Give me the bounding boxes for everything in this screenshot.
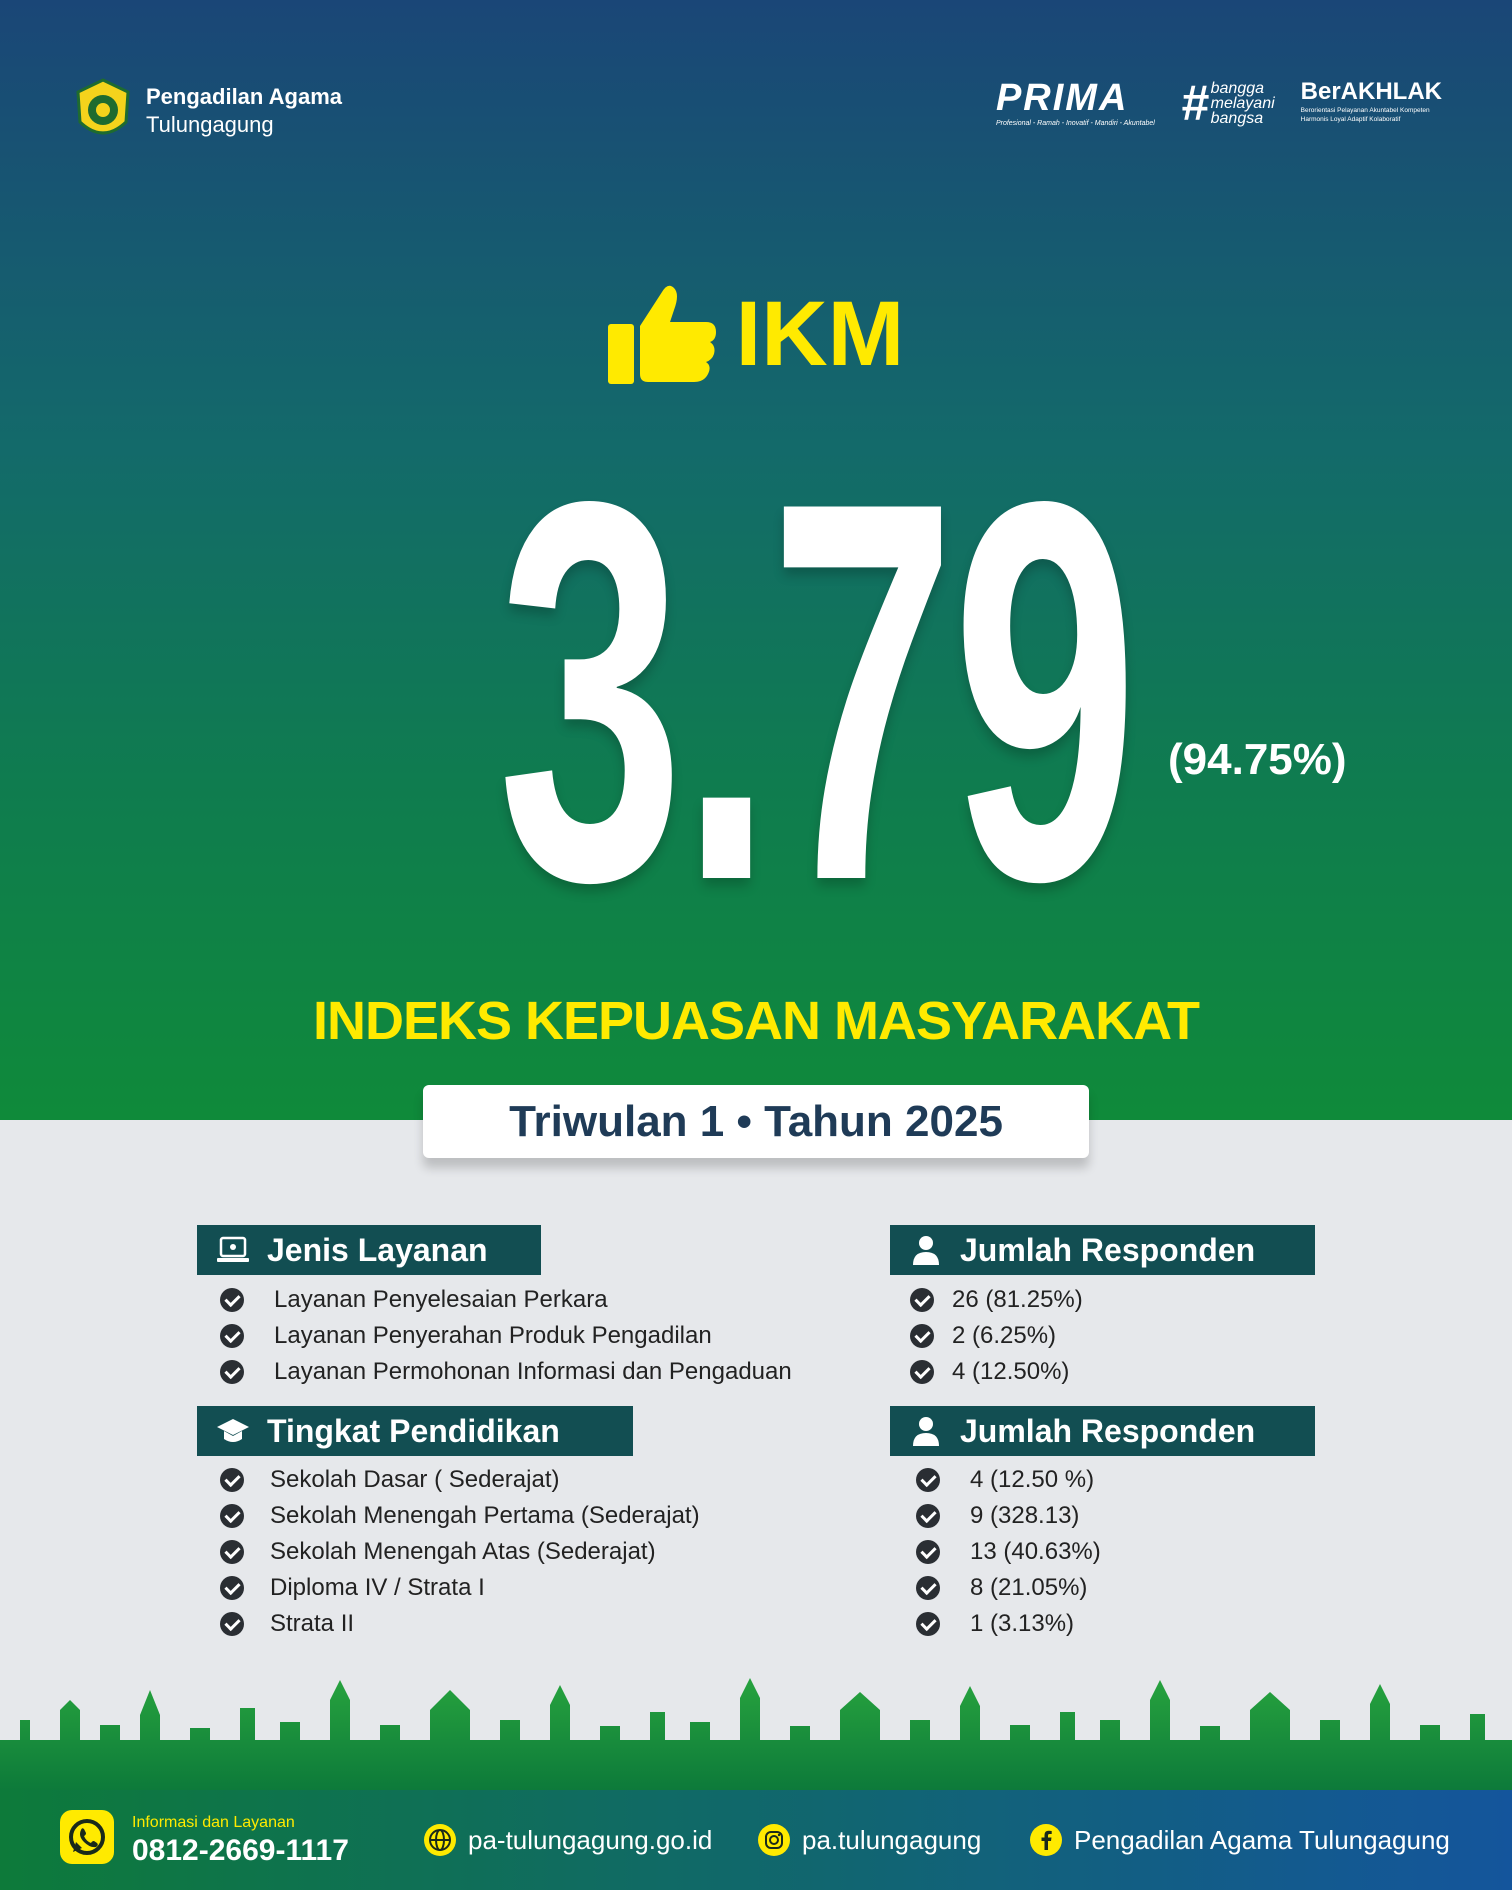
check-icon: [220, 1504, 244, 1528]
list-item: [916, 1462, 1101, 1498]
list-item: [220, 1606, 700, 1642]
check-icon: [916, 1540, 940, 1564]
check-icon: [910, 1324, 934, 1348]
prima-logo: [996, 78, 1155, 130]
education-respondents-title: Jumlah Responden: [960, 1412, 1256, 1449]
education-header: [197, 1406, 633, 1456]
graduation-cap-icon: [215, 1413, 251, 1449]
hashtag-icon: #: [1180, 75, 1209, 131]
education-item-label: Sekolah Menengah Pertama (Sederajat): [270, 1502, 700, 1529]
check-icon: [910, 1360, 934, 1384]
list-item: [910, 1282, 1083, 1318]
services-header: [197, 1225, 541, 1275]
education-respondents-header: [890, 1406, 1315, 1456]
facebook-link[interactable]: [1030, 1824, 1450, 1856]
check-icon: [220, 1324, 244, 1348]
respondent-count: 9 (328.13): [970, 1502, 1080, 1529]
website-link[interactable]: [424, 1824, 712, 1856]
education-item-label: Strata II: [270, 1610, 355, 1637]
period-badge: Triwulan 1 • Tahun 2025: [423, 1085, 1089, 1158]
instagram-link[interactable]: [758, 1824, 981, 1856]
berakhlak-logo: [1301, 78, 1442, 124]
list-item: [220, 1462, 700, 1498]
court-emblem-icon: [74, 78, 132, 144]
prima-wordmark: PRIMA: [995, 77, 1129, 119]
education-item-label: Sekolah Menengah Atas (Sederajat): [270, 1538, 656, 1565]
list-item: [220, 1354, 792, 1390]
info-label: Informasi dan Layanan: [132, 1814, 295, 1831]
list-item: [220, 1570, 700, 1606]
instagram-text: pa.tulungagung: [802, 1824, 982, 1855]
website-text: pa-tulungagung.go.id: [468, 1824, 713, 1855]
user-icon: [908, 1232, 944, 1268]
facebook-text: Pengadilan Agama Tulungagung: [1074, 1824, 1450, 1855]
services-title: Jenis Layanan: [267, 1231, 488, 1268]
check-icon: [916, 1576, 940, 1600]
instagram-icon: [758, 1824, 790, 1856]
berakhlak-line1: Berorientasi Pelayanan Akuntabel Kompeten: [1300, 107, 1430, 114]
partner-logos: [995, 75, 1442, 131]
service-item-label: Layanan Permohonan Informasi dan Pengaduan: [274, 1358, 792, 1385]
list-item: [910, 1318, 1083, 1354]
ikm-label: IKM: [735, 283, 905, 385]
check-icon: [916, 1504, 940, 1528]
bmb-line1: bangga: [1210, 79, 1265, 97]
list-item: [220, 1498, 700, 1534]
education-title: Tingkat Pendidikan: [267, 1412, 560, 1449]
education-item-label: Sekolah Dasar ( Sederajat): [270, 1466, 560, 1493]
list-item: [916, 1570, 1101, 1606]
services-list: [220, 1282, 792, 1390]
list-item: [916, 1498, 1101, 1534]
ikm-subtitle: INDEKS KEPUASAN MASYARAKAT: [312, 991, 1200, 1051]
ikm-score: 3.79: [497, 390, 1135, 993]
check-icon: [220, 1468, 244, 1492]
berakhlak-line2: Harmonis Loyal Adaptif Kolaboratif: [1300, 116, 1401, 123]
ikm-percent: (94.75%): [1168, 735, 1347, 784]
respondent-count: 26 (81.25%): [952, 1286, 1083, 1313]
education-respondents-list: [916, 1462, 1101, 1642]
prima-tagline: Profesional - Ramah - Inovatif - Mandiri - Akuntabel: [995, 120, 1155, 127]
city-skyline-decoration: [0, 1670, 1512, 1790]
list-item: [220, 1318, 792, 1354]
respondent-count: 2 (6.25%): [952, 1322, 1057, 1349]
service-respondents-header: [890, 1225, 1315, 1275]
education-item-label: Diploma IV / Strata I: [270, 1574, 485, 1601]
bangga-melayani-bangsa-logo: [1180, 75, 1275, 131]
user-icon: [908, 1413, 944, 1449]
footer: [0, 1790, 1512, 1890]
facebook-icon: [1030, 1824, 1062, 1856]
thumbs-up-icon: [608, 282, 718, 386]
service-item-label: Layanan Penyerahan Produk Pengadilan: [274, 1322, 712, 1349]
phone-number[interactable]: 0812-2669-1117: [132, 1834, 349, 1867]
check-icon: [220, 1612, 244, 1636]
respondent-count: 4 (12.50%): [952, 1358, 1070, 1385]
berakhlak-wordmark: BerAKHLAK: [1300, 78, 1442, 105]
check-icon: [220, 1540, 244, 1564]
check-icon: [220, 1360, 244, 1384]
respondent-count: 8 (21.05%): [970, 1574, 1088, 1601]
check-icon: [220, 1288, 244, 1312]
service-item-label: Layanan Penyelesaian Perkara: [274, 1286, 608, 1313]
respondent-count: 1 (3.13%): [970, 1610, 1075, 1637]
respondent-count: 4 (12.50 %): [970, 1466, 1095, 1493]
org-branding: [74, 78, 342, 144]
list-item: [910, 1354, 1083, 1390]
laptop-icon: [215, 1232, 251, 1268]
education-list: [220, 1462, 700, 1642]
check-icon: [910, 1288, 934, 1312]
ikm-heading: [0, 282, 1512, 386]
org-name-line1: Pengadilan Agama: [146, 84, 343, 109]
list-item: [220, 1534, 700, 1570]
check-icon: [220, 1576, 244, 1600]
respondent-count: 13 (40.63%): [970, 1538, 1101, 1565]
service-respondents-title: Jumlah Responden: [960, 1231, 1256, 1268]
list-item: [916, 1606, 1101, 1642]
check-icon: [916, 1468, 940, 1492]
list-item: [916, 1534, 1101, 1570]
globe-icon: [424, 1824, 456, 1856]
org-name-line2: Tulungagung: [146, 112, 274, 137]
bmb-line2: melayani: [1210, 94, 1275, 112]
service-respondents-list: [910, 1282, 1083, 1390]
bmb-line3: bangsa: [1210, 109, 1264, 127]
check-icon: [916, 1612, 940, 1636]
list-item: [220, 1282, 792, 1318]
whatsapp-icon[interactable]: [60, 1810, 114, 1864]
